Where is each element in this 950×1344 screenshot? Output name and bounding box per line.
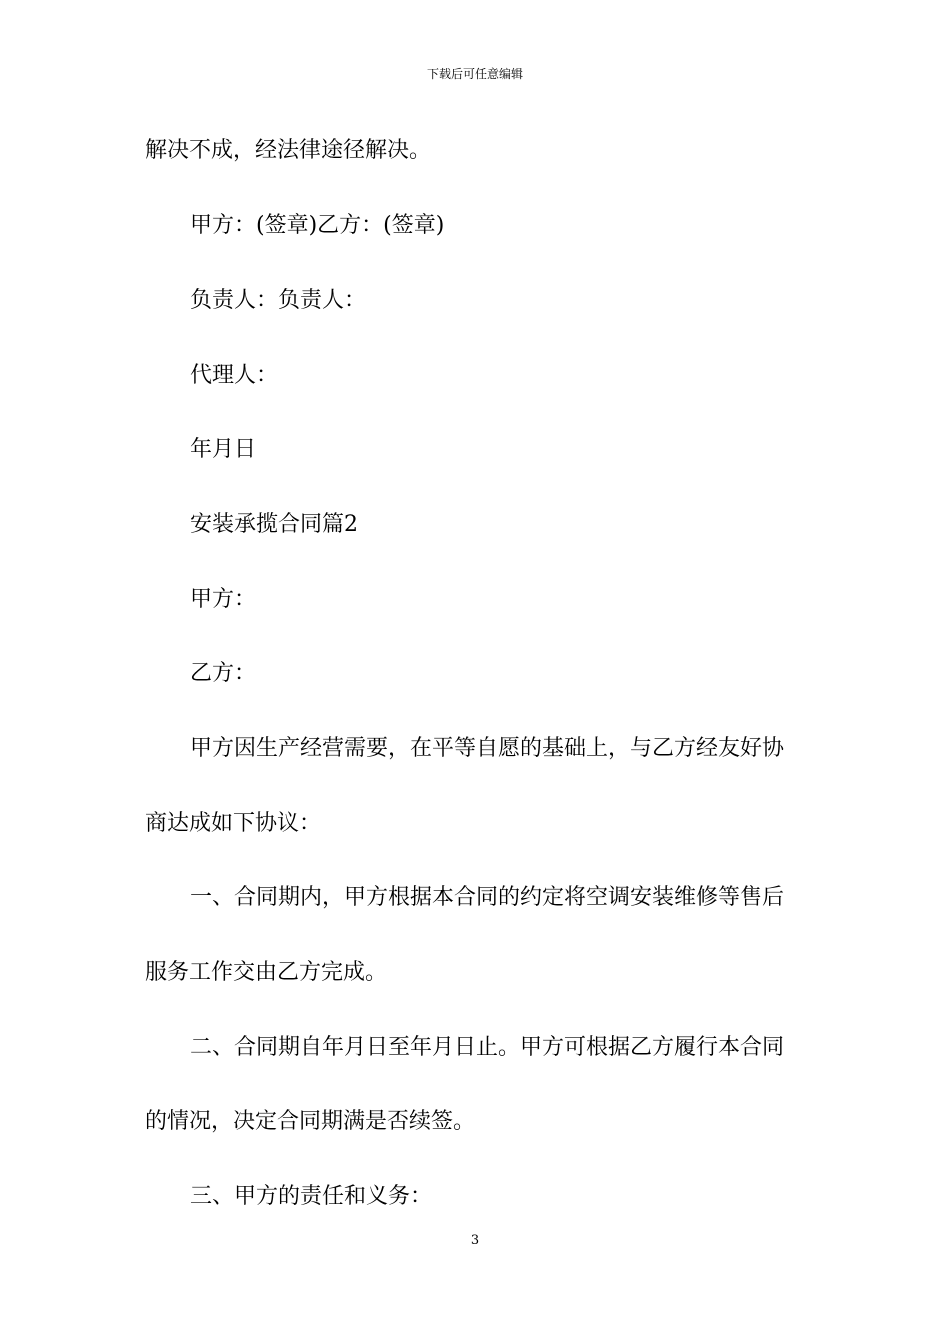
responsible-person-line: 负责人：负责人：	[190, 288, 367, 313]
clause-3-heading: 三、甲方的责任和义务：	[190, 1184, 433, 1209]
date-line: 年月日	[190, 437, 257, 462]
section-title: 安装承揽合同篇2	[190, 512, 358, 537]
signature-line: 甲方：(签章)乙方：(签章)	[190, 213, 445, 238]
agent-line: 代理人：	[190, 363, 279, 388]
body-line-1: 解决不成，经法律途径解决。	[145, 138, 432, 163]
page-number: 3	[470, 1233, 480, 1248]
party-a-line: 甲方：	[190, 587, 257, 612]
party-b-line: 乙方：	[190, 661, 257, 686]
clause-1-line-1: 一、合同期内，甲方根据本合同的约定将空调安装维修等售后	[190, 885, 785, 910]
clause-2-line-2: 的情况，决定合同期满是否续签。	[145, 1109, 476, 1134]
clause-1-line-2: 服务工作交由乙方完成。	[145, 960, 388, 985]
page-header: 下载后可任意编辑	[426, 67, 523, 81]
clause-2-line-1: 二、合同期自年月日至年月日止。甲方可根据乙方履行本合同	[190, 1035, 785, 1060]
paragraph-intro-line-2: 商达成如下协议：	[145, 811, 322, 836]
paragraph-intro-line-1: 甲方因生产经营需要，在平等自愿的基础上，与乙方经友好协	[190, 736, 785, 761]
